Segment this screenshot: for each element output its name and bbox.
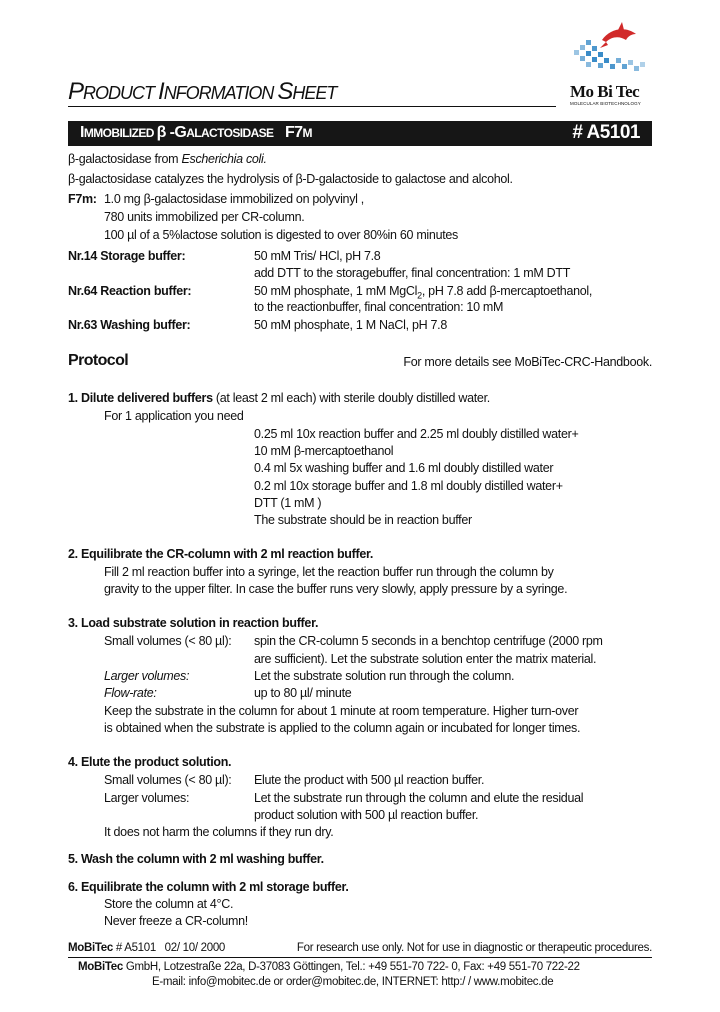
catalysis-line: β-galactosidase catalyzes the hydrolysis of β-D-galactoside to galactose and alcohol.	[68, 172, 513, 186]
reaction-buffer-line: 50 mM phosphate, 1 mM MgCl$_2$, pH 7.8 add β-mercaptoethanol,	[254, 284, 593, 301]
step-text: Store the column at 4°C.	[104, 897, 234, 911]
step-4-title: 4. Elute the product solution.	[68, 755, 232, 769]
company-address: MoBiTec GmbH, Lotzestraße 22a, D-37083 Göttingen, Tel.: +49 551-70 722- 0, Fax: +49 551-70 722-22	[78, 961, 580, 973]
title-rule	[68, 106, 556, 107]
step-text: Fill 2 ml reaction buffer into a syringe, let the reaction buffer run through the column by	[104, 565, 554, 579]
product-number: # A5101	[572, 122, 640, 143]
more-details-note: For more details see MoBiTec-CRC-Handbook.	[403, 355, 652, 369]
step-5-title: 5. Wash the column with 2 ml washing buffer.	[68, 852, 324, 866]
protocol-title: Protocol	[68, 352, 129, 369]
page-title	[68, 78, 336, 106]
washing-buffer-line: 50 mM phosphate, 1 M NaCl, pH 7.8	[254, 318, 447, 332]
step-text: It does not harm the columns if they run dry.	[104, 825, 334, 839]
washing-buffer-label: Nr.63 Washing buffer:	[68, 318, 191, 332]
step-label: Flow-rate:	[104, 686, 157, 700]
step-label: Small volumes (< 80 µl):	[104, 634, 232, 648]
disclaimer: For research use only. Not for use in diagnostic or therapeutic procedures.	[296, 942, 652, 954]
product-name: IMMOBILIZED β -GALACTOSIDASE F7M	[80, 124, 312, 141]
contact-line: E-mail: info@mobitec.de or order@mobitec.de, INTERNET: http:/ / www.mobitec.de	[152, 976, 554, 988]
step-text: is obtained when the substrate is applied to the column again or incubated for longer times.	[104, 721, 581, 735]
step-label: Larger volumes:	[104, 669, 190, 683]
step-text: Never freeze a CR-column!	[104, 914, 248, 928]
step-text: 0.2 ml 10x storage buffer and 1.8 ml doubly distilled water+	[254, 479, 563, 493]
logo-name: Mo Bi Tec	[570, 82, 640, 101]
reaction-buffer-label: Nr.64 Reaction buffer:	[68, 284, 192, 298]
storage-buffer-line: 50 mM Tris/ HCl, pH 7.8	[254, 249, 381, 263]
f7m-line: 780 units immobilized per CR-column.	[104, 210, 305, 224]
step-text: The substrate should be in reaction buffer	[254, 513, 472, 527]
step-text: DTT (1 mM )	[254, 496, 322, 510]
step-text: 0.25 ml 10x reaction buffer and 2.25 ml doubly distilled water+	[254, 427, 579, 441]
step-label: Small volumes (< 80 µl):	[104, 773, 232, 787]
storage-buffer-label: Nr.14 Storage buffer:	[68, 249, 186, 263]
dolphin-logo-icon	[572, 20, 654, 80]
reaction-buffer-line: to the reactionbuffer, final concentration: 10 mM	[254, 300, 504, 314]
step-1-title: 1. Dilute delivered buffers (at least 2 ml each) with sterile doubly distilled water.	[68, 391, 490, 405]
step-6-title: 6. Equilibrate the column with 2 ml storage buffer.	[68, 880, 349, 894]
step-text: are sufficient). Let the substrate solution enter the matrix material.	[254, 652, 597, 666]
step-text: Keep the substrate in the column for about 1 minute at room temperature. Higher turn-over	[104, 704, 579, 718]
storage-buffer-line: add DTT to the storagebuffer, final concentration: 1 mM DTT	[254, 266, 571, 280]
title-part: PRODUCT INFORMATION SHEET	[68, 78, 337, 105]
step-text: product solution with 500 µl reaction buffer.	[254, 808, 479, 822]
step-text: 0.4 ml 5x washing buffer and 1.6 ml doubly distilled water	[254, 461, 554, 475]
f7m-label: F7m:	[68, 192, 97, 206]
step-text: gravity to the upper filter. In case the buffer runs very slowly, apply pressure by a syringe.	[104, 582, 568, 596]
step-text: Elute the product with 500 µl reaction buffer.	[254, 773, 485, 787]
step-text: Let the substrate solution run through the column.	[254, 669, 515, 683]
step-text: spin the CR-column 5 seconds in a benchtop centrifuge (2000 rpm	[254, 634, 603, 648]
step-text: up to 80 µl/ minute	[254, 686, 352, 700]
step-text: 10 mM β-mercaptoethanol	[254, 444, 394, 458]
logo-tagline: MOLECULAR BIOTECHNOLOGY	[570, 101, 641, 106]
source-line: β-galactosidase from Escherichia coli.	[68, 152, 267, 166]
step-3-title: 3. Load substrate solution in reaction buffer.	[68, 616, 319, 630]
step-text: For 1 application you need	[104, 409, 244, 423]
f7m-line: 1.0 mg β-galactosidase immobilized on polyvinyl ,	[104, 192, 364, 206]
f7m-line: 100 µl of a 5%lactose solution is digested to over 80%in 60 minutes	[104, 228, 458, 242]
product-bar	[68, 121, 652, 146]
step-text: Let the substrate run through the column and elute the residual	[254, 791, 584, 805]
doc-reference: MoBiTec # A5101 02/ 10/ 2000	[68, 942, 226, 954]
footer-rule	[68, 957, 652, 958]
step-2-title: 2. Equilibrate the CR-column with 2 ml reaction buffer.	[68, 547, 374, 561]
step-label: Larger volumes:	[104, 791, 190, 805]
